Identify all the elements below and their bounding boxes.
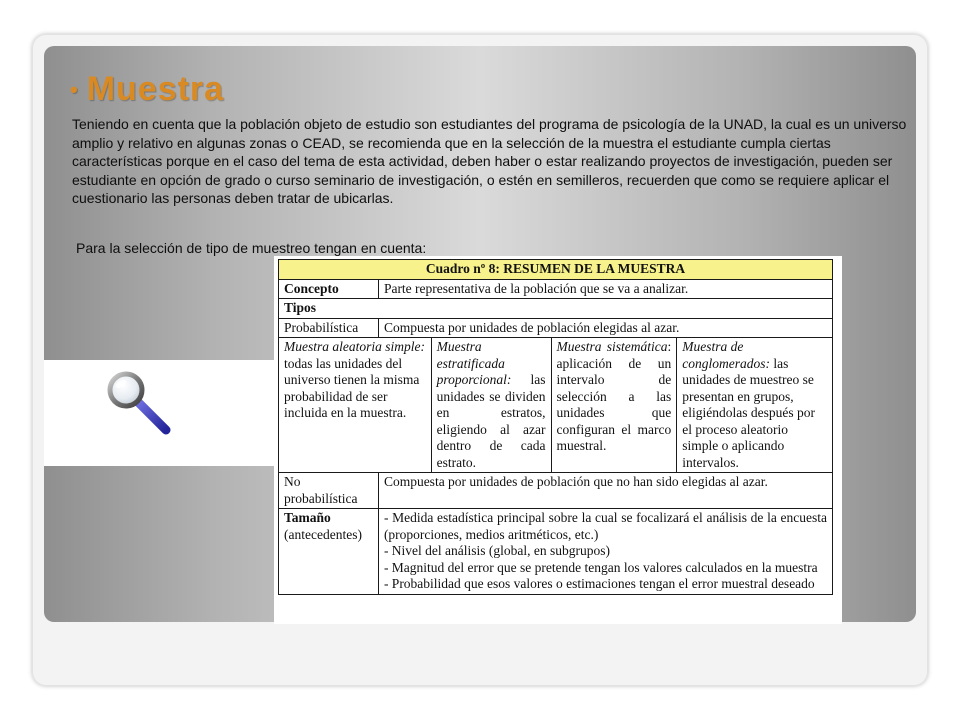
tamano-item: - Probabilidad que esos valores o estimaciones tengan el error muestral deseado (383, 576, 815, 591)
type-name: Muestra de conglomerados: (682, 339, 770, 371)
summary-table (278, 259, 833, 595)
no-probabilistica-value: Compuesta por unidades de población que no han sido elegidas al azar. (378, 473, 832, 509)
type-cell-conglomerados (677, 338, 833, 473)
concepto-value: Parte representativa de la población que se va a analizar. (378, 279, 832, 299)
magnifier-image (44, 360, 274, 466)
no-probabilistica-label: No probabilística (279, 473, 379, 509)
instruction-paragraph: Para la selección de tipo de muestreo tengan en cuenta: (76, 240, 427, 256)
tamano-label: Tamaño (284, 510, 331, 525)
table-title: Cuadro nº 8: RESUMEN DE LA MUESTRA (279, 260, 833, 280)
summary-table-image (274, 256, 842, 624)
type-desc: todas las unidades del universo tienen la misma probabilidad de ser incluida en la muestra. (284, 355, 420, 420)
slide-heading (70, 70, 224, 109)
tamano-item: - Nivel del análisis (global, en subgrupos) (383, 543, 611, 558)
type-desc: las unidades de muestreo se presentan en grupos, eligiéndolas después por el proceso aleatorio simple o aplicando intervalos. (682, 355, 815, 470)
type-name: Muestra aleatoria simple: (284, 339, 425, 354)
type-name: Muestra estratificada proporcional: (436, 339, 512, 387)
probabilistica-value: Compuesta por unidades de población elegidas al azar. (378, 318, 832, 338)
heading-text: Muestra (86, 70, 225, 108)
type-name: Muestra sistemática (556, 339, 668, 354)
tamano-item: - Magnitud del error que se pretende tengan los valores calculados en la muestra (383, 559, 818, 575)
magnifying-glass-icon (104, 368, 180, 444)
type-cell-estratificada (431, 338, 551, 473)
type-cell-aleatoria (279, 338, 432, 473)
concepto-label: Concepto (279, 279, 379, 299)
type-desc: : aplicación de un intervalo de selección a las unidades que configuran el marco muestral. (556, 339, 672, 453)
heading-bullet: • (70, 76, 79, 102)
tamano-item: - Medida estadística principal sobre la cual se focalizará el análisis de la encuesta (proporciones, medios aritméticos, etc.) (383, 510, 827, 542)
tamano-values (378, 509, 832, 595)
type-cell-sistematica (551, 338, 677, 473)
tipos-label: Tipos (279, 299, 833, 319)
tamano-sub: (antecedentes) (284, 526, 362, 542)
tamano-cell (279, 509, 379, 595)
probabilistica-label: Probabilística (279, 318, 379, 338)
intro-paragraph: Teniendo en cuenta que la población objeto de estudio son estudiantes del programa de psicología de la UNAD, la cual es un universo amplio y relativo en algunas zonas o CEAD, se recomienda que en la selección de la muestra el estudiante cumpla ciertas características porque en el caso del tema de esta actividad, deben haber o estar realizando proyectos de investigación, pueden ser estudiante en opción de grado o curso seminario de investigación, o estén en semilleros, recuerden que como se requiere aplicar el cuestionario las personas deben tratar de ubicarlas. (72, 116, 907, 206)
type-desc: las unidades se dividen en estratos, eligiendo al azar dentro de cada estrato. (436, 372, 546, 470)
